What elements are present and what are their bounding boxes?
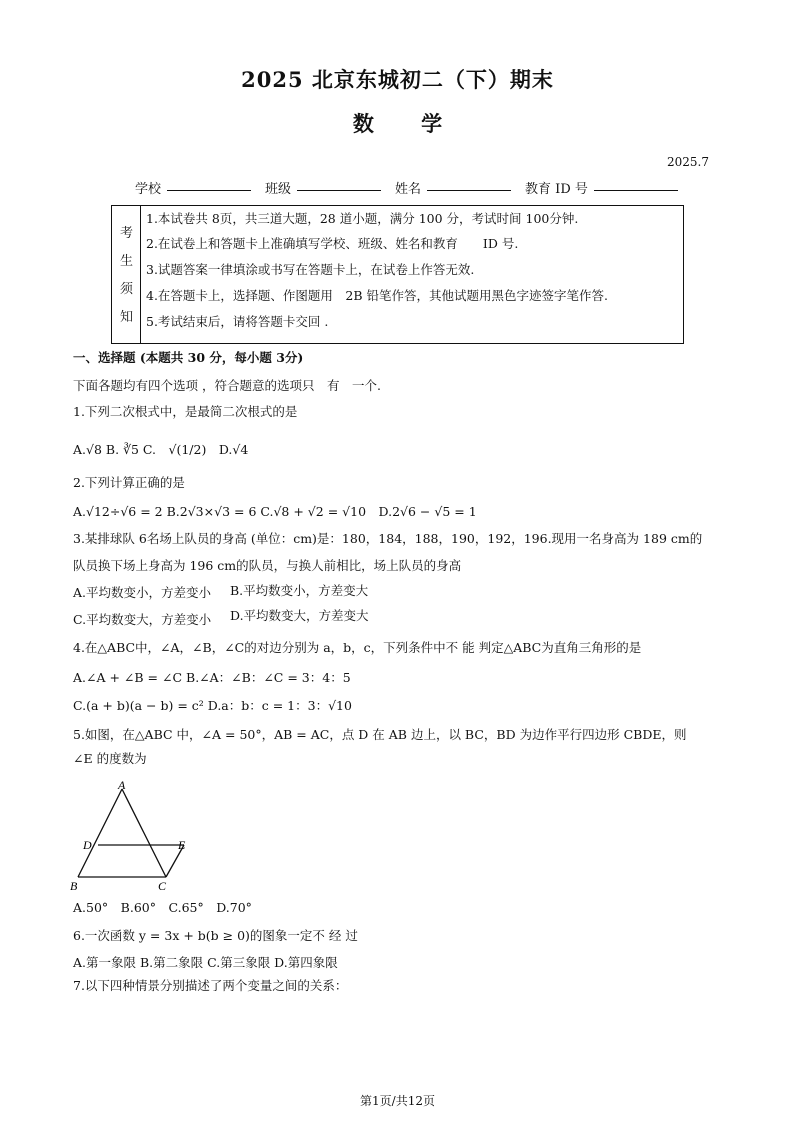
line-ac <box>122 789 166 877</box>
id-label: 教育 ID 号 <box>525 182 588 197</box>
class-blank[interactable] <box>297 178 381 191</box>
question-5-stem: 5.如图，在△ABC 中，∠A = 50°，AB = AC，点 D 在 AB 边上，以 BC，BD 为边作平行四边形 CBDE，则 <box>73 727 687 742</box>
notice-head-char: 知 <box>119 310 133 325</box>
question-3-option-c: C.平均数变大，方差变小 <box>73 612 212 627</box>
point-d-label: D <box>83 838 92 852</box>
question-1-stem: 1.下列二次根式中，是最简二次根式的是 <box>73 404 298 419</box>
notice-head-char: 须 <box>119 282 133 297</box>
question-4-options-cd: C.(a + b)(a − b) = c² D.a：b：c = 1：3：√10 <box>73 698 352 713</box>
point-e-label: E <box>178 838 186 852</box>
notice-item: 4.在答题卡上，选择题、作图题用 2B 铅笔作答，其他试题用黑色字迹签字笔作答. <box>146 288 609 303</box>
exam-notice-box <box>111 205 684 344</box>
notice-head-char: 考 <box>119 226 133 241</box>
class-label: 班级 <box>265 182 292 197</box>
question-5-stem-cont: ∠E 的度数为 <box>73 751 147 766</box>
school-blank[interactable] <box>167 178 251 191</box>
section-heading: 一、选择题 (本题共 30 分，每小题 3分) <box>73 350 304 365</box>
notice-head-char: 生 <box>119 254 133 269</box>
notice-heading <box>112 206 141 343</box>
question-6-stem: 6.一次函数 y = 3x + b(b ≥ 0)的图象一定不 经 过 <box>73 928 358 943</box>
question-5-options: A.50° B.60° C.65° D.70° <box>73 900 252 915</box>
notice-item: 5.考试结束后，请将答题卡交回 . <box>146 314 329 329</box>
notice-item: 3.试题答案一律填涂或书写在答题卡上，在试卷上作答无效. <box>146 262 475 277</box>
page-number: 第1页/共12页 <box>360 1094 435 1108</box>
question-3-option-a: A.平均数变小，方差变小 <box>73 585 212 600</box>
exam-date: 2025.7 <box>667 155 709 169</box>
point-a-label: A <box>118 778 126 792</box>
section-instruction: 下面各题均有四个选项 ，符合题意的选项只 有 一个. <box>73 378 381 393</box>
question-4-options-ab: A.∠A + ∠B = ∠C B.∠A：∠B：∠C = 3：4：5 <box>73 670 351 685</box>
student-info-fields <box>135 178 686 197</box>
question-3-option-b: B.平均数变小，方差变大 <box>230 583 369 598</box>
notice-item: 2.在试卷上和答题卡上准确填写学校、班级、姓名和教育 ID 号. <box>146 236 519 251</box>
question-6-options: A.第一象限 B.第二象限 C.第三象限 D.第四象限 <box>73 955 338 970</box>
question-3-stem-cont: 队员换下场上身高为 196 cm的队员，与换人前相比，场上队员的身高 <box>73 558 462 573</box>
name-label: 姓名 <box>395 182 422 197</box>
point-c-label: C <box>158 879 167 893</box>
subject-title: 数 学 <box>352 111 443 136</box>
question-1-options: A.√8 B. ∛5 C. √(1/2) D.√4 <box>73 442 249 457</box>
question-2-options: A.√12÷√6 = 2 B.2√3×√3 = 6 C.√8 + √2 = √10 D.2√6 − √5 = 1 <box>73 504 477 519</box>
name-blank[interactable] <box>427 178 511 191</box>
point-b-label: B <box>70 879 78 893</box>
question-3-option-d: D.平均数变大，方差变大 <box>230 608 369 623</box>
school-label: 学校 <box>135 182 162 197</box>
question-3-stem: 3.某排球队 6名场上队员的身高 (单位：cm)是：180，184，188，190，192，196.现用一名身高为 189 cm的 <box>73 531 703 546</box>
page-title: 2025 北京东城初二（下）期末 <box>241 67 554 92</box>
question-7-stem: 7.以下四种情景分别描述了两个变量之间的关系： <box>73 978 348 993</box>
line-ab <box>78 789 122 877</box>
notice-item: 1.本试卷共 8页，共三道大题，28 道小题，满分 100 分，考试时间 100分钟. <box>146 211 579 226</box>
question-2-stem: 2.下列计算正确的是 <box>73 475 185 490</box>
question-4-stem: 4.在△ABC中，∠A，∠B，∠C的对边分别为 a，b，c，下列条件中不 能 判定△ABC为直角三角形的是 <box>73 640 642 655</box>
parallelogram-triangle-figure <box>70 775 200 895</box>
id-blank[interactable] <box>594 178 678 191</box>
